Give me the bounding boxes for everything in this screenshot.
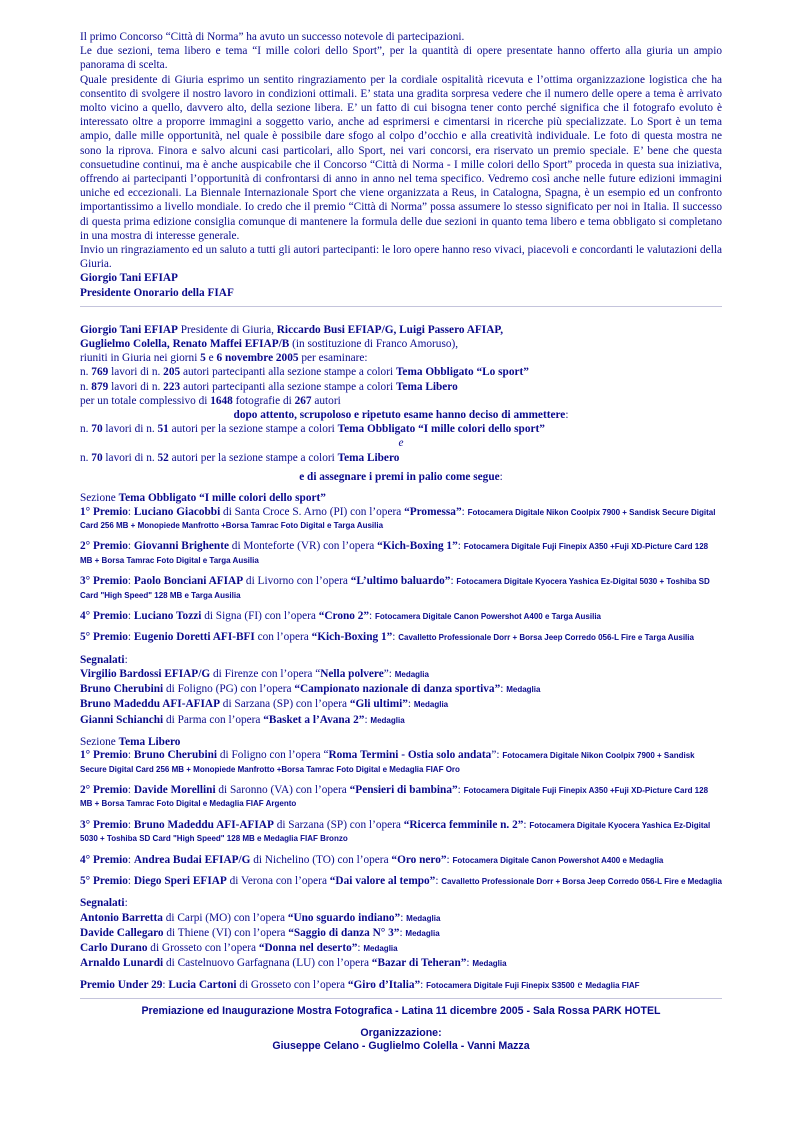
jury-text: autori partecipanti alla sezione stampe a colori	[180, 380, 396, 393]
prize-work: “Pensieri di bambina”	[349, 783, 458, 796]
prize-work: “Kich-Boxing 1”	[377, 540, 458, 553]
divider	[80, 306, 722, 307]
prize-sep: :	[523, 818, 530, 831]
prize-list	[80, 749, 722, 888]
jury-text: autori partecipanti alla sezione stampe a colori	[180, 366, 396, 379]
jury-text: fotografie di	[232, 394, 295, 407]
jury-theme: Tema Libero	[337, 451, 400, 464]
prize-entry	[80, 875, 722, 888]
mention-name: Bruno Cherubini	[80, 683, 164, 696]
jury-theme: Tema Obbligato “I mille colori dello sport”	[337, 423, 545, 436]
mention-entry	[80, 926, 722, 941]
mention-sep: :	[407, 698, 414, 711]
mention-place: di Thiene (VI) con l’opera	[163, 926, 289, 939]
prize-sep: :	[457, 783, 464, 796]
jury-text: :	[565, 409, 569, 422]
mention-name: Carlo Durano	[80, 942, 148, 955]
jury-text: e	[398, 437, 404, 450]
prize-entry	[80, 575, 722, 602]
section-tema-libero	[80, 736, 722, 972]
jury-line	[80, 337, 722, 351]
prize-sep: :	[127, 853, 134, 866]
jury-and	[80, 436, 722, 450]
prize-rank: 3° Premio	[80, 818, 128, 831]
jury-count: 205	[163, 366, 181, 379]
prize-place: di Foligno con l’opera “	[217, 749, 329, 762]
jury-text: lavori di n.	[102, 423, 158, 436]
jury-theme: Tema Obbligato “Lo sport”	[395, 366, 529, 379]
jury-text: :	[499, 470, 503, 483]
prize-winner: Davide Morellini	[133, 783, 216, 796]
prize-place: di Nichelino (TO) con l’opera	[250, 853, 392, 866]
mention-place: di Castelnuovo Garfagnana (LU) con l’opera	[163, 957, 372, 970]
mention-award: Medaglia	[405, 928, 440, 938]
prize-sep: :	[435, 875, 442, 888]
prize-work: “Oro nero”	[391, 853, 447, 866]
prize-sep: :	[127, 631, 134, 644]
jury-assign	[80, 470, 722, 484]
mention-sep: :	[400, 911, 407, 924]
jury-line	[80, 394, 722, 408]
jury-text: lavori di n.	[108, 366, 164, 379]
prize-rank: 2° Premio	[80, 783, 128, 796]
prize-award: Cavalletto Professionale Dorr + Borsa Jeep Corredo 056-L Fire e Medaglia	[441, 877, 722, 887]
prize-rank: 5° Premio	[80, 631, 128, 644]
jury-theme: Tema Libero	[395, 380, 458, 393]
jury-line	[80, 365, 722, 379]
signature-name: Giorgio Tani EFIAP	[80, 272, 178, 285]
jury-text: e	[205, 352, 217, 365]
prize-place: di Saronno (VA) con l’opera	[215, 783, 350, 796]
mention-place: di Sarzana (SP) con l’opera	[219, 698, 350, 711]
mention-award: Medaglia	[506, 685, 541, 695]
event-info: Premiazione ed Inaugurazione Mostra Fotografica - Latina 11 dicembre 2005 - Sala Rossa PARK HOTEL	[141, 1004, 661, 1017]
jury-text: per esaminare:	[298, 352, 368, 365]
mention-entry	[80, 713, 722, 728]
prize-entry	[80, 631, 722, 644]
section-heading	[80, 736, 722, 749]
jury-date: 6 novembre 2005	[216, 352, 299, 365]
mentions-heading: Segnalati:	[80, 897, 128, 910]
org-title: Organizzazione:	[360, 1026, 442, 1039]
mention-sep: :	[466, 957, 473, 970]
section-heading	[80, 492, 722, 505]
intro-paragraph: Quale presidente di Giuria esprimo un sentito ringraziamento per la cordiale ospitalità ricevuta e l’ottima organizzazione logistica che ha consentito di svolgere il nostro lavoro in condizioni ottimali. E’ stata una gradita sorpresa vedere che il numero delle opere a tema è arrivato molto vicino a quello, davvero alto, della sezione libera. E’ un fatto di cui bisogna tener conto perché significa che il fotografo evoluto è interessato oltre a proporre immagini a soggetto vario, anche ad esprimersi e cimentarsi in ricerche più specializzate. Lo Sport è un tema ampio, dalle mille opportunità, nel quale è possibile dare sfogo al colpo d’occhio e alla creatività individuale. Le foto di questa mostra ne sono la riprova. Finora e salvo alcuni casi particolari, allo Sport, nei vari concorsi, era riservato un premio speciale. E’ bene che questa consuetudine continui, ma è anche auspicabile che il Concorso “Città di Norma - I mille colori dello Sport” proceda in questa sua iniziativa, offrendo ai partecipanti l’opportunità di confrontarsi di anno in anno nel tema specifico. Vedremo così anche nelle future edizioni immagini uniche ed eccezionali. La Biennale Internazionale Sport che viene organizzata a Reus, in Catalogna, Spagna, è un esempio ed un confronto importantissimo a livello mondiale. Io credo che il premio “Città di Norma” possa assumere lo stesso significato per noi in Italia. Il successo di questa prima edizione consiglia comunque di mantenere la formula delle due sezioni in quanto tema libero e tema obbligato si completano in una mostra di interesse generale.	[80, 73, 722, 242]
prize-entry	[80, 506, 722, 533]
mention-place: di Firenze con l’opera “	[210, 667, 321, 680]
section-title: Tema Obbligato “I mille colori dello sport”	[118, 492, 326, 505]
under29-text: e	[574, 979, 586, 992]
jury-text: lavori di n.	[102, 451, 158, 464]
under29-text: :	[420, 979, 427, 992]
prize-winner: Giovanni Brighente	[133, 540, 229, 553]
prize-sep: :	[450, 575, 457, 588]
under29-award: Fotocamera Digitale Fuji Finepix S3500	[426, 981, 575, 991]
mention-award: Medaglia	[406, 913, 441, 923]
jury-text: autori per la sezione stampe a colori	[168, 423, 338, 436]
mention-place: di Grosseto con l’opera	[147, 942, 259, 955]
prize-work: “Dai valore al tempo”	[329, 875, 436, 888]
intro-paragraph: Il primo Concorso “Città di Norma” ha avuto un successo notevole di partecipazioni.	[80, 31, 465, 43]
under29-prize	[80, 979, 722, 992]
prize-work: “Ricerca femminile n. 2”	[403, 818, 524, 831]
section-title: Tema Libero	[118, 735, 181, 748]
document-page	[80, 30, 722, 1053]
jury-line	[80, 323, 722, 337]
mention-entry	[80, 682, 722, 697]
prize-award: Fotocamera Digitale Fuji Finepix A350 +Fuji XD-Picture Card 128 MB + Borsa Tamrac Foto Digital e Targa Ausilia	[80, 542, 709, 565]
mention-name: Gianni Schianchi	[80, 713, 164, 726]
prize-rank: 1° Premio	[80, 505, 128, 518]
prize-work: Roma Termini - Ostia solo andata	[328, 749, 492, 762]
prize-work: “L’ultimo baluardo”	[350, 575, 451, 588]
mention-work: “Saggio di danza N° 3”	[288, 926, 400, 939]
section-tema-obbligato	[80, 492, 722, 728]
intro-paragraph: Le due sezioni, tema libero e tema “I mille colori dello Sport”, per la quantità di opere presentate hanno offerto alla giuria un ampio panorama di scelta.	[80, 45, 722, 72]
jury-count: 1648	[210, 394, 233, 407]
prize-entry	[80, 540, 722, 567]
jury-text: n.	[80, 423, 92, 436]
under29-text: di Grosseto con l’opera	[236, 979, 348, 992]
prize-place: con l’opera	[254, 631, 312, 644]
prize-rank: 4° Premio	[80, 609, 128, 622]
jury-line	[80, 380, 722, 394]
prize-entry	[80, 854, 722, 867]
jury-text: (in sostituzione di Franco Amoruso),	[289, 338, 459, 351]
prize-work: “Promessa”	[404, 505, 462, 518]
jury-text: riuniti in Giuria nei giorni	[80, 352, 201, 365]
jury-count: 70	[91, 423, 103, 436]
prize-award: Fotocamera Digitale Fuji Finepix A350 +Fuji XD-Picture Card 128 MB + Borsa Tamrac Foto Digital e Medaglia FIAF Argento	[80, 785, 709, 809]
jury-text: n.	[80, 366, 92, 379]
prize-award: Fotocamera Digitale Canon Powershot A400 e Medaglia	[452, 855, 664, 865]
prize-award: Fotocamera Digitale Canon Powershot A400 e Targa Ausilia	[375, 611, 601, 621]
prize-rank: 3° Premio	[80, 575, 128, 588]
prize-sep: :	[446, 853, 453, 866]
mention-name: Virgilio Bardossi EFIAP/G	[80, 667, 211, 680]
jury-count: 879	[91, 380, 109, 393]
signature	[80, 271, 722, 299]
decision-text: dopo attento, scrupoloso e ripetuto esame hanno deciso di ammettere	[233, 409, 566, 422]
jury-text: n.	[80, 380, 92, 393]
intro-paragraph: Invio un ringraziamento ed un saluto a tutti gli autori partecipanti: le loro opere hanno reso vivaci, piacevoli e concordanti le valutazioni della Giuria.	[80, 244, 722, 271]
prize-sep: :	[127, 609, 134, 622]
prize-sep: :	[127, 875, 134, 888]
mention-name: Antonio Barretta	[80, 911, 163, 924]
prize-award: Fotocamera Digitale Nikon Coolpix 7900 + Sandisk Secure Digital Card 256 MB + Monopiede Manfrotto +Borsa Tamrac Foto Digital e Medaglia FIAF Oro	[80, 751, 695, 774]
mention-sep: :	[399, 926, 406, 939]
mention-work: “Gli ultimi”	[349, 698, 408, 711]
section-label: Sezione	[80, 735, 119, 748]
mention-work: “Campionato nazionale di danza sportiva”	[294, 683, 501, 696]
mention-award: Medaglia	[472, 959, 507, 969]
prize-sep: :	[127, 575, 134, 588]
prize-rank: 1° Premio	[80, 749, 128, 762]
jury-line	[80, 422, 722, 436]
prize-place: di Signa (FI) con l’opera	[201, 609, 319, 622]
assign-text: e di assegnare i premi in palio come segue	[299, 470, 500, 483]
mention-work: “Bazar di Teheran”	[371, 957, 467, 970]
prize-entry	[80, 749, 722, 776]
mention-entry	[80, 956, 722, 971]
intro-letter	[80, 30, 722, 271]
prize-award: Cavalletto Professionale Dorr + Borsa Jeep Corredo 056-L Fire e Targa Ausilia	[398, 633, 694, 643]
jury-text: per un totale complessivo di	[80, 394, 211, 407]
prize-list	[80, 506, 722, 645]
mention-entry	[80, 697, 722, 712]
prize-winner: Eugenio Doretti AFI-BFI	[133, 631, 255, 644]
mention-entry	[80, 667, 722, 682]
jury-line	[80, 451, 722, 465]
under29-award: Medaglia FIAF	[585, 981, 640, 991]
mention-work: “Basket a l’Avana 2”	[263, 713, 365, 726]
mention-name: Bruno Madeddu AFI-AFIAP	[80, 698, 220, 711]
mention-sep: :	[357, 942, 364, 955]
mention-list	[80, 911, 722, 972]
jury-text: lavori di n.	[108, 380, 164, 393]
under29-label: Premio Under 29	[80, 979, 163, 992]
jury-decision	[80, 408, 722, 422]
prize-award: Fotocamera Digitale Kyocera Yashica Ez-Digital 5030 + Toshiba SD Card "High Speed" 128 MB e Targa Ausilia	[80, 577, 710, 600]
jury-count: 51	[157, 423, 169, 436]
mention-name: Arnaldo Lunardi	[80, 957, 164, 970]
mentions-heading: Segnalati:	[80, 653, 128, 666]
under29-work: “Giro d’Italia”	[347, 979, 421, 992]
signature-role: Presidente Onorario della FIAF	[80, 286, 234, 299]
prize-award: Fotocamera Digitale Kyocera Yashica Ez-Digital 5030 + Toshiba SD Card "High Speed" 128 MB e Medaglia FIAF Bronzo	[80, 820, 711, 844]
prize-winner: Bruno Madeddu AFI-AFIAP	[133, 818, 274, 831]
prize-work: “Kich-Boxing 1”	[311, 631, 393, 644]
prize-entry	[80, 610, 722, 623]
mention-sep: :	[364, 713, 371, 726]
divider	[80, 998, 722, 999]
prize-award: Fotocamera Digitale Nikon Coolpix 7900 + Sandisk Secure Digital Card 256 MB + Monopiede Manfrotto +Borsa Tamrac Foto Digital e Targa Ausilia	[80, 507, 716, 530]
prize-sep: :	[392, 631, 399, 644]
mention-work: Nella polvere	[320, 667, 384, 680]
org-names: Giuseppe Celano - Guglielmo Colella - Vanni Mazza	[272, 1039, 530, 1052]
jury-date: 5	[200, 352, 206, 365]
mentions-title: Segnalati	[80, 653, 125, 666]
prize-sep: :	[461, 505, 468, 518]
jury-block	[80, 323, 722, 484]
prize-entry	[80, 819, 722, 846]
prize-winner: Luciano Giacobbi	[133, 505, 221, 518]
jury-text: n.	[80, 451, 92, 464]
prize-winner: Bruno Cherubini	[133, 749, 218, 762]
mention-name: Davide Callegaro	[80, 926, 164, 939]
prize-sep: :	[127, 749, 134, 762]
jury-count: 70	[91, 451, 103, 464]
prize-entry	[80, 784, 722, 811]
section-label: Sezione	[80, 492, 119, 505]
under29-text: :	[162, 979, 169, 992]
prize-place: di Livorno con l’opera	[243, 575, 351, 588]
prize-rank: 5° Premio	[80, 875, 128, 888]
prize-place: di Verona con l’opera	[226, 875, 330, 888]
prize-sep: :	[127, 505, 134, 518]
mention-sep: ”:	[383, 667, 395, 680]
prize-place: di Monteforte (VR) con l’opera	[228, 540, 378, 553]
mention-award: Medaglia	[363, 944, 398, 954]
prize-sep: :	[127, 540, 134, 553]
mention-award: Medaglia	[370, 715, 405, 725]
jury-count: 769	[91, 366, 109, 379]
prize-sep: ”:	[491, 749, 503, 762]
jury-count: 52	[157, 451, 169, 464]
footer	[80, 1005, 722, 1053]
mention-award: Medaglia	[394, 669, 429, 679]
mention-entry	[80, 911, 722, 926]
prize-winner: Diego Speri EFIAP	[133, 875, 227, 888]
jury-president: Giorgio Tani EFIAP	[80, 323, 178, 336]
jury-members: Guglielmo Colella, Renato Maffei EFIAP/B	[80, 338, 290, 351]
under29-winner: Lucia Cartoni	[168, 979, 237, 992]
prize-place: di Santa Croce S. Arno (PI) con l’opera	[220, 505, 405, 518]
mention-list	[80, 667, 722, 728]
prize-sep: :	[457, 540, 464, 553]
prize-winner: Luciano Tozzi	[133, 609, 202, 622]
prize-place: di Sarzana (SP) con l’opera	[273, 818, 404, 831]
mention-work: “Donna nel deserto”	[258, 942, 358, 955]
mention-work: “Uno sguardo indiano”	[287, 911, 401, 924]
jury-text: autori per la sezione stampe a colori	[168, 451, 338, 464]
prize-sep: :	[127, 818, 134, 831]
mention-award: Medaglia	[413, 700, 449, 710]
jury-members: Riccardo Busi EFIAP/G, Luigi Passero AFIAP,	[276, 323, 504, 336]
jury-count: 223	[163, 380, 181, 393]
jury-text: Presidente di Giuria,	[177, 323, 277, 336]
mentions-title: Segnalati	[80, 897, 125, 910]
prize-rank: 2° Premio	[80, 540, 128, 553]
prize-work: “Crono 2”	[318, 609, 370, 622]
prize-sep: :	[369, 609, 376, 622]
jury-count: 267	[294, 394, 312, 407]
jury-line	[80, 351, 722, 365]
prize-sep: :	[127, 783, 134, 796]
prize-rank: 4° Premio	[80, 853, 128, 866]
mention-place: di Parma con l’opera	[163, 713, 264, 726]
mention-entry	[80, 941, 722, 956]
mention-sep: :	[500, 683, 507, 696]
jury-text: autori	[311, 394, 341, 407]
prize-winner: Andrea Budai EFIAP/G	[133, 853, 251, 866]
mention-place: di Foligno (PG) con l’opera	[163, 683, 295, 696]
prize-winner: Paolo Bonciani AFIAP	[133, 575, 244, 588]
mention-place: di Carpi (MO) con l’opera	[162, 911, 288, 924]
